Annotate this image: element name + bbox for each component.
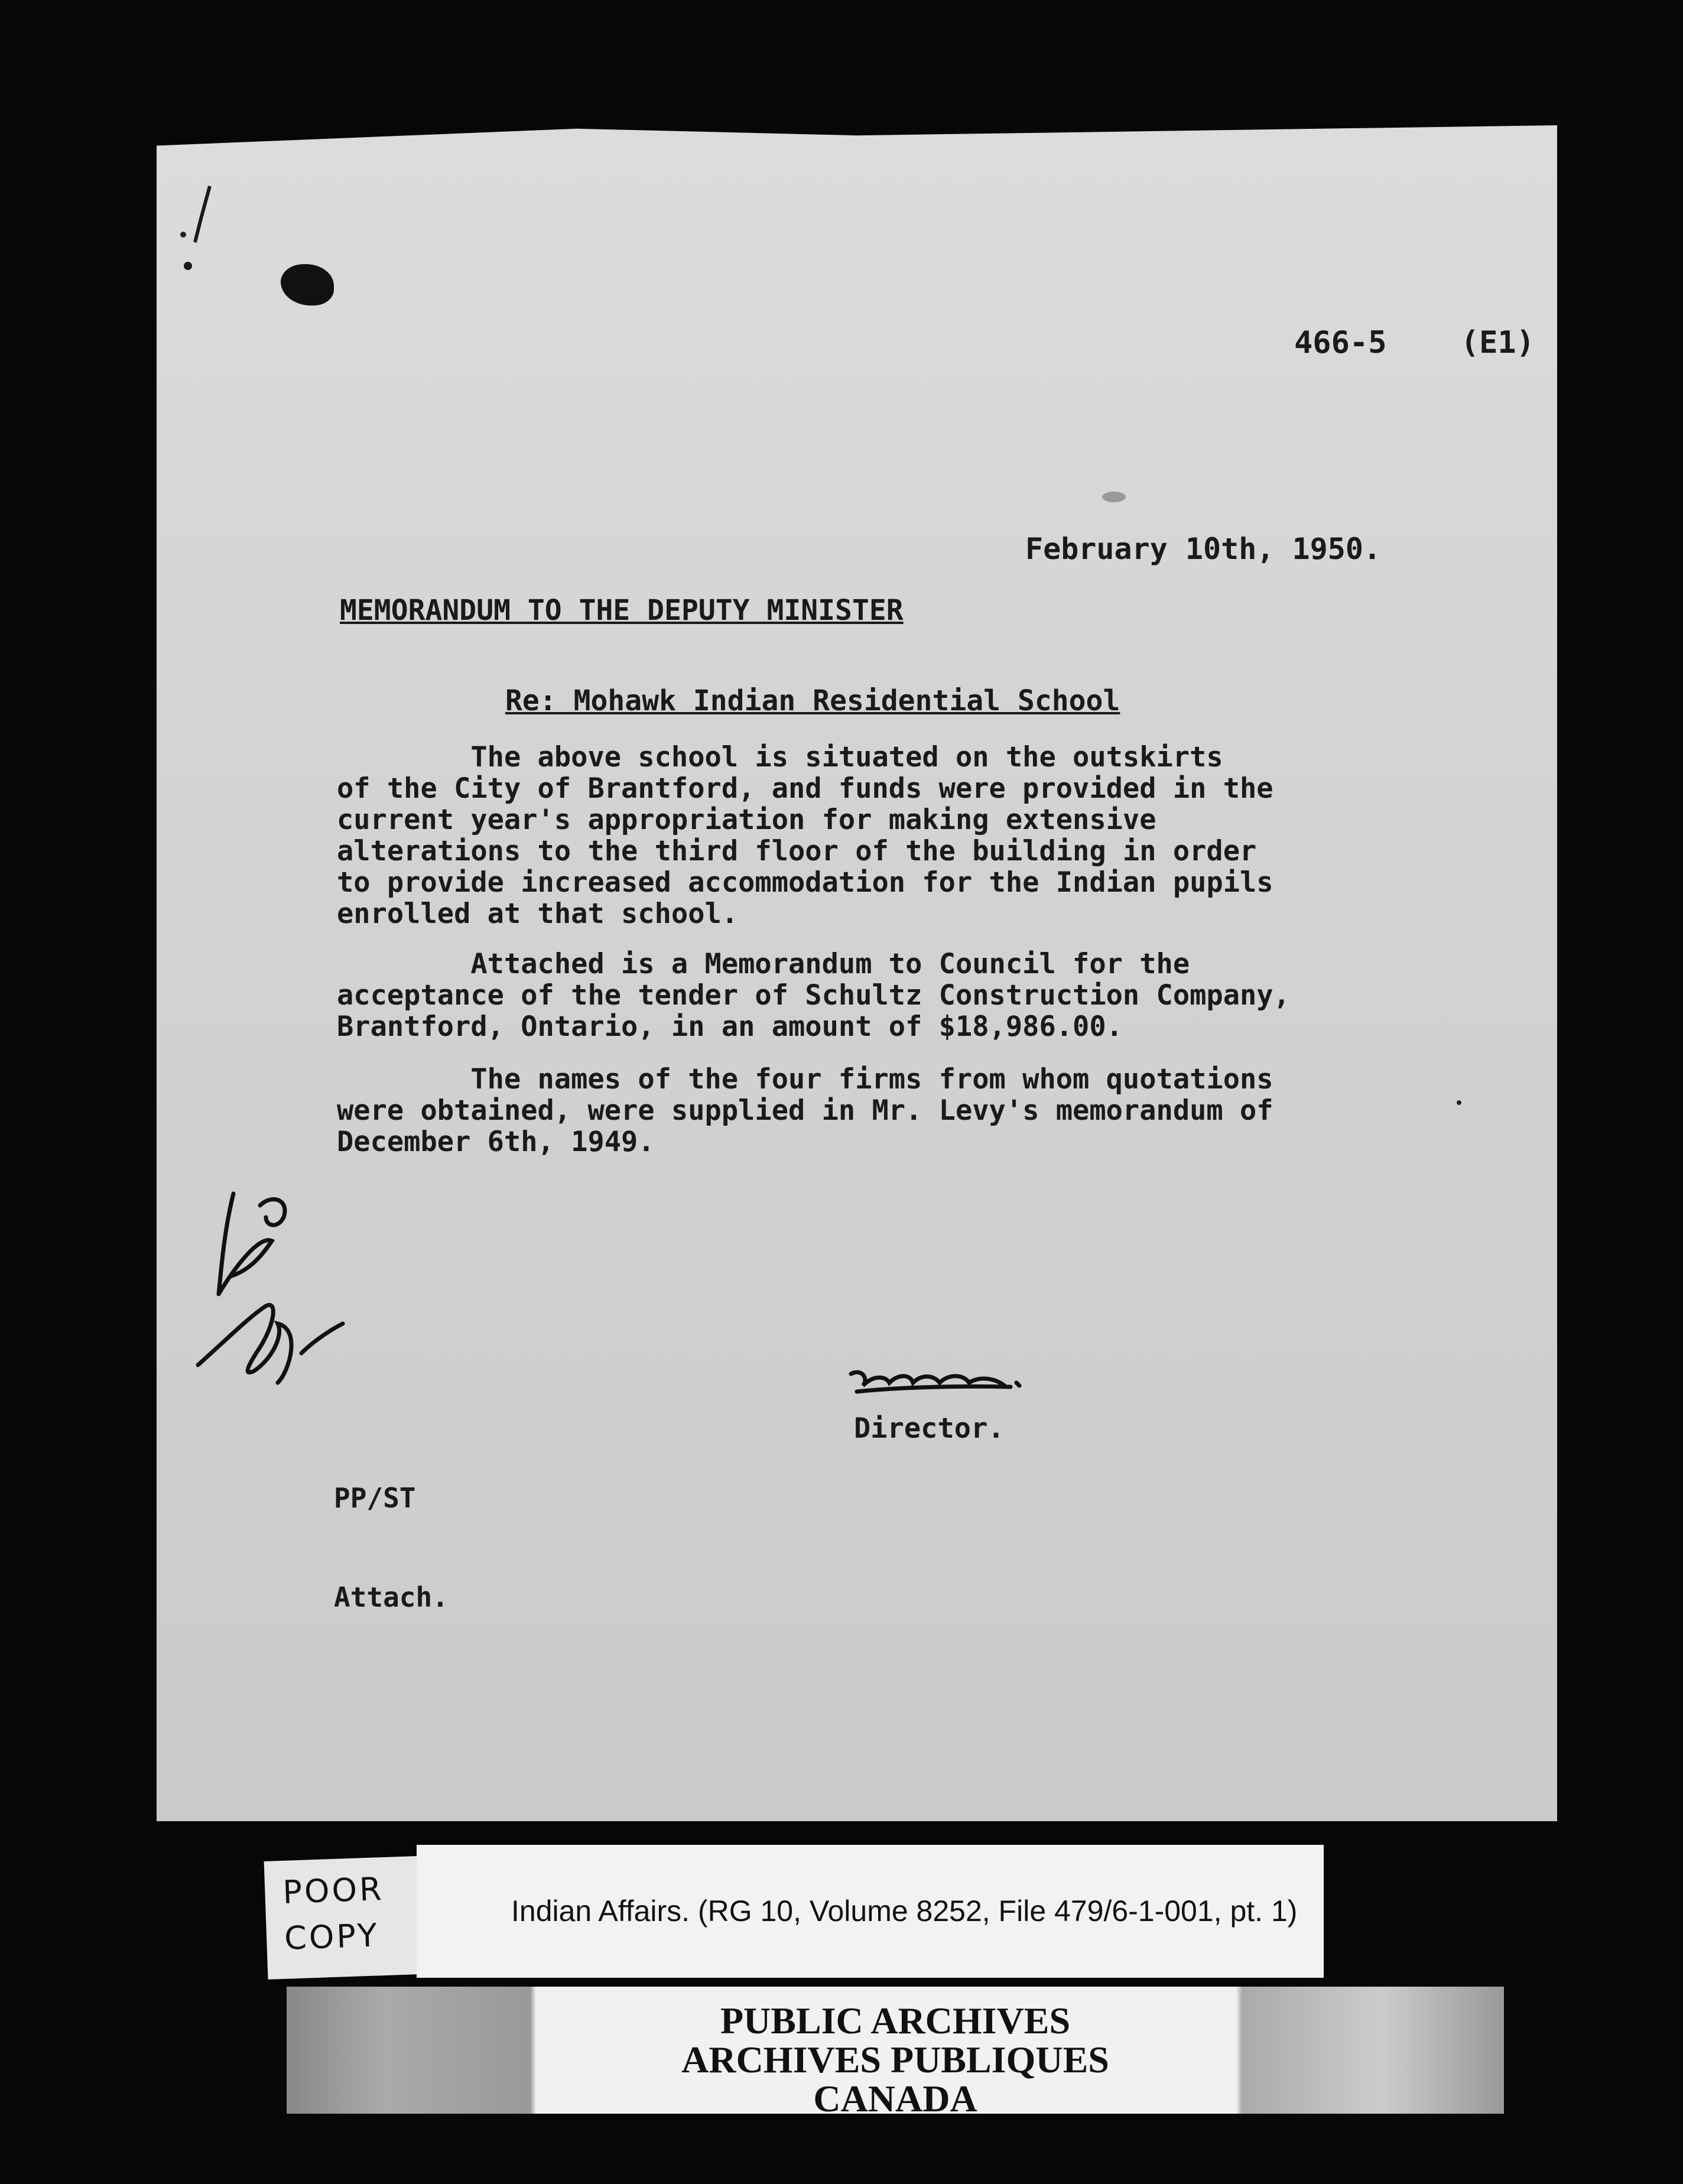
punch-hole (281, 264, 334, 306)
stamp-line: ARCHIVES PUBLIQUES (681, 2039, 1109, 2081)
paragraph-3 (337, 1064, 1273, 1158)
text-line: December 6th, 1949. (337, 1126, 655, 1158)
reference-block (334, 1415, 449, 1647)
text-line: current year's appropriation for making extensive (337, 804, 1156, 836)
text-line: were obtained, were supplied in Mr. Levy's memorandum of (337, 1094, 1273, 1127)
archives-stamp-text (287, 1987, 1504, 2118)
attachment-note: Attach. (334, 1581, 449, 1613)
poor-copy-text (282, 1866, 386, 1962)
poor-copy-label (264, 1855, 437, 1980)
paragraph-1 (337, 742, 1273, 930)
archive-reference-text: Indian Affairs. (RG 10, Volume 8252, File 479/6-1-001, pt. 1) (511, 1894, 1298, 1928)
text-line: Attached is a Memorandum to Council for the (337, 948, 1190, 980)
poor-copy-line: COPY (284, 1916, 380, 1957)
stamp-line: CANADA (813, 2078, 977, 2120)
memo-subject: Re: Mohawk Indian Residential School (505, 684, 1120, 717)
text-line: The above school is situated on the outskirts (337, 741, 1223, 774)
paragraph-2 (337, 948, 1290, 1042)
speck (1457, 1100, 1461, 1105)
text-line: of the City of Brantford, and funds were provided in the (337, 772, 1273, 805)
handwritten-initials (189, 1182, 378, 1395)
text-line: to provide increased accommodation for the Indian pupils (337, 866, 1273, 899)
pen-mark (177, 183, 225, 284)
poor-copy-line: POOR (282, 1870, 385, 1911)
archive-reference-label (417, 1845, 1324, 1978)
smudge (1102, 492, 1126, 502)
signature-title: Director. (854, 1412, 1005, 1445)
text-line: alterations to the third floor of the building in order (337, 835, 1257, 867)
text-line: acceptance of the tender of Schultz Construction Company, (337, 979, 1290, 1012)
archives-stamp (287, 1987, 1504, 2120)
director-signature (845, 1350, 1034, 1403)
file-number: 466-5 (E1) (1294, 325, 1535, 360)
memo-date: February 10th, 1950. (1025, 532, 1382, 566)
stamp-line: PUBLIC ARCHIVES (720, 2000, 1071, 2042)
text-line: enrolled at that school. (337, 898, 739, 930)
text-line: Brantford, Ontario, in an amount of $18,986.00. (337, 1010, 1123, 1043)
text-line: The names of the four firms from whom quotations (337, 1063, 1273, 1096)
memo-heading: MEMORANDUM TO THE DEPUTY MINISTER (340, 594, 904, 627)
reference-initials: PP/ST (334, 1482, 416, 1514)
